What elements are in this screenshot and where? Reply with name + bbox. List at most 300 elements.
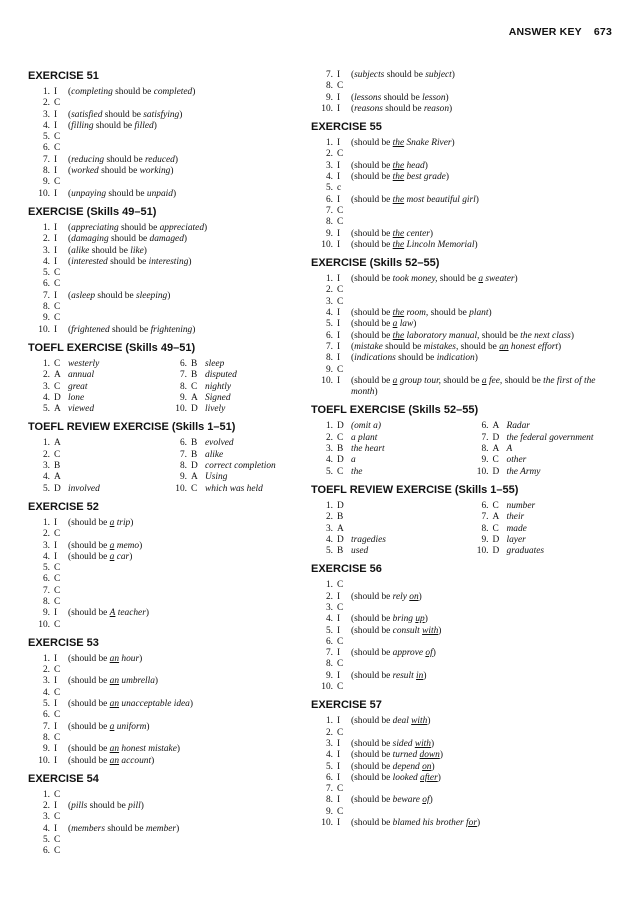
answer-explanation	[351, 784, 616, 795]
answer-letter: I	[54, 234, 58, 245]
answer-explanation: (subjects should be subject)	[351, 70, 455, 80]
answer-letter: B	[337, 546, 344, 557]
answer-explanation	[351, 659, 616, 670]
answer-explanation: (should be an hour)	[68, 653, 143, 664]
answer-letter: A	[54, 404, 61, 415]
answer-list	[28, 518, 296, 631]
answer-letter: I	[54, 540, 58, 551]
answer-letter: C	[337, 432, 344, 443]
answer-row	[311, 376, 616, 399]
answer-explanation: viewed	[68, 404, 95, 415]
answer-letter: B	[191, 358, 198, 369]
answer-row	[311, 331, 616, 342]
exercise-section	[28, 501, 296, 631]
answer-letter: I	[54, 608, 58, 619]
answer-explanation	[351, 217, 616, 228]
answer-explanation	[351, 524, 461, 535]
answer-explanation: (should be sided with)	[351, 738, 435, 749]
answer-letter: I	[337, 239, 341, 250]
answer-letter: I	[54, 109, 58, 120]
item-number: 6.	[481, 421, 489, 432]
answer-row	[311, 285, 616, 296]
item-number: 8.	[42, 302, 50, 313]
answer-letter: B	[191, 449, 198, 460]
answer-explanation	[68, 313, 296, 324]
answer-row	[28, 518, 296, 529]
answer-explanation: (should be rely on)	[351, 591, 422, 602]
answer-row	[311, 195, 616, 206]
answer-row	[311, 739, 616, 750]
item-number: 6.	[325, 772, 333, 783]
answer-letter: C	[54, 835, 61, 846]
answer-row	[311, 682, 616, 693]
answer-explanation	[68, 665, 296, 676]
item-number: 5.	[42, 132, 50, 143]
item-number: 1.	[42, 438, 50, 449]
answer-letter: I	[337, 818, 341, 829]
item-number: 5.	[325, 625, 333, 636]
item-number: 1.	[42, 789, 50, 800]
answer-row	[311, 93, 616, 104]
answer-row	[165, 359, 296, 370]
answer-row	[28, 143, 296, 154]
item-number: 9.	[325, 806, 333, 817]
answer-explanation: (should be an honest mistake)	[68, 744, 180, 755]
item-number: 10.	[321, 682, 333, 693]
item-number: 7.	[325, 341, 333, 352]
answer-row	[311, 728, 616, 739]
section-heading: EXERCISE 57	[311, 699, 382, 712]
answer-row	[165, 404, 296, 415]
answer-letter: C	[54, 563, 61, 574]
item-number: 2.	[325, 727, 333, 738]
answer-letter: D	[492, 534, 500, 545]
item-number: 5.	[325, 466, 333, 477]
answer-explanation	[351, 149, 616, 160]
answer-letter: D	[492, 466, 500, 477]
answer-letter: C	[337, 466, 344, 477]
item-number: 5.	[42, 404, 50, 415]
answer-explanation: (should be a memo)	[68, 540, 143, 551]
exercise-section	[28, 206, 296, 336]
answer-row	[28, 552, 296, 563]
answer-letter: C	[54, 585, 61, 596]
answer-row	[311, 807, 616, 818]
answer-explanation	[68, 790, 296, 801]
answer-letter: C	[337, 806, 344, 817]
answer-explanation: (mistake should be mistakes, should be an honest effort)	[351, 341, 562, 352]
answer-explanation	[68, 620, 296, 631]
answer-explanation: (should be a trip)	[68, 517, 134, 528]
answer-explanation: made	[506, 523, 527, 534]
answer-row	[28, 268, 296, 279]
item-number: 3.	[42, 540, 50, 551]
item-number: 6.	[325, 636, 333, 647]
answer-list	[28, 654, 296, 767]
answer-row	[311, 524, 461, 535]
item-number: 5.	[42, 483, 50, 494]
answer-row	[28, 359, 159, 370]
answer-explanation	[68, 98, 296, 109]
answer-explanation	[68, 438, 159, 449]
item-number: 7.	[179, 449, 187, 460]
answer-letter: C	[54, 596, 61, 607]
item-number: 10.	[38, 619, 50, 630]
item-number: 8.	[325, 217, 333, 228]
item-number: 9.	[481, 455, 489, 466]
answer-letter: I	[337, 750, 341, 761]
item-number: 1.	[325, 580, 333, 591]
answer-letter: I	[54, 551, 58, 562]
item-number: 3.	[42, 676, 50, 687]
answer-list	[28, 223, 296, 336]
answer-row	[311, 104, 616, 115]
item-number: 2.	[42, 665, 50, 676]
answer-explanation	[68, 586, 296, 597]
item-number: 2.	[42, 370, 50, 381]
answer-row	[311, 455, 461, 466]
answer-explanation: disputed	[205, 370, 237, 381]
answer-row	[311, 716, 616, 727]
answer-row	[28, 699, 296, 710]
answer-letter: C	[337, 727, 344, 738]
answer-row	[311, 762, 616, 773]
answer-letter: C	[337, 636, 344, 647]
answer-row	[28, 98, 296, 109]
answer-row	[311, 274, 616, 285]
answer-explanation: (alike should be like)	[68, 245, 147, 256]
answer-explanation: (should be bring up)	[351, 614, 428, 625]
answer-explanation: (members should be member)	[68, 823, 180, 834]
answer-explanation: (should be beware of)	[351, 795, 433, 806]
exercise-section	[311, 70, 616, 115]
answer-explanation	[68, 450, 159, 461]
answer-row	[28, 665, 296, 676]
answer-row	[28, 620, 296, 631]
answer-letter: I	[54, 517, 58, 528]
answer-row	[311, 172, 616, 183]
answer-letter: I	[337, 103, 341, 114]
answer-explanation: (should be blamed his brother for)	[351, 818, 481, 829]
answer-row	[28, 461, 159, 472]
section-heading: EXERCISE 51	[28, 70, 99, 82]
answer-explanation: (should be a uniform)	[68, 721, 150, 732]
answer-row	[311, 138, 616, 149]
answer-explanation: (should be approve of)	[351, 648, 436, 659]
item-number: 5.	[325, 183, 333, 194]
item-number: 5.	[42, 268, 50, 279]
answer-explanation	[68, 132, 296, 143]
section-heading: EXERCISE (Skills 52–55)	[311, 257, 440, 270]
answer-letter: C	[337, 205, 344, 216]
answer-explanation: (interested should be interesting)	[68, 256, 192, 267]
answer-row	[311, 70, 616, 81]
answer-row	[165, 461, 296, 472]
answer-row	[28, 110, 296, 121]
answer-row	[28, 87, 296, 98]
item-number: 3.	[325, 738, 333, 749]
answer-letter: I	[337, 92, 341, 103]
answer-explanation: (should be an umbrella)	[68, 676, 159, 687]
section-heading: EXERCISE 55	[311, 121, 382, 134]
answer-row	[311, 183, 616, 194]
item-number: 4.	[42, 392, 50, 403]
answer-letter: B	[337, 512, 344, 523]
answer-letter: D	[191, 461, 198, 472]
answer-letter: C	[337, 682, 344, 693]
answer-letter: C	[54, 143, 61, 154]
answer-explanation: (should be deal with)	[351, 716, 431, 727]
answer-explanation: (should be an unacceptable idea)	[68, 699, 193, 710]
item-number: 10.	[38, 324, 50, 335]
item-number: 5.	[42, 563, 50, 574]
answer-explanation	[68, 733, 296, 744]
answer-letter: C	[54, 687, 61, 698]
answer-letter: C	[54, 529, 61, 540]
answer-row	[467, 501, 617, 512]
answer-letter: C	[54, 132, 61, 143]
answer-letter: C	[191, 483, 198, 494]
answer-row	[311, 750, 616, 761]
item-number: 2.	[325, 591, 333, 602]
answer-row	[311, 512, 461, 523]
answer-explanation: (should be a group tour, should be a fee, should be the first of the month)	[351, 375, 596, 398]
answer-letter: I	[54, 87, 58, 97]
answer-letter: A	[54, 438, 61, 449]
answer-row	[28, 223, 296, 234]
answer-explanation	[68, 279, 296, 290]
answer-row	[28, 824, 296, 835]
answer-explanation: used	[351, 546, 369, 557]
answer-letter: C	[54, 665, 61, 676]
answer-row	[311, 580, 616, 591]
answer-row	[311, 546, 461, 557]
section-heading: TOEFL EXERCISE (Skills 52–55)	[311, 404, 479, 417]
item-number: 8.	[481, 444, 489, 455]
item-number: 2.	[42, 234, 50, 245]
answer-row	[28, 733, 296, 744]
answer-explanation: great	[68, 381, 88, 392]
answer-row	[311, 365, 616, 376]
answer-row	[28, 325, 296, 336]
answer-explanation: (asleep should be sleeping)	[68, 290, 171, 301]
answer-explanation: westerly	[68, 358, 100, 369]
answer-letter: C	[492, 523, 499, 534]
item-number: 10.	[175, 483, 187, 494]
answer-explanation: (should be the center)	[351, 228, 434, 239]
answer-explanation: (frightened should be frightening)	[68, 324, 196, 335]
answer-row	[311, 535, 461, 546]
exercise-section	[28, 637, 296, 767]
answer-row	[311, 81, 616, 92]
answer-row	[311, 659, 616, 670]
answer-explanation: the heart	[351, 444, 385, 455]
answer-explanation: (should be looked after)	[351, 772, 441, 783]
answer-row	[467, 455, 617, 466]
answer-explanation	[68, 835, 296, 846]
answer-letter: C	[492, 500, 499, 511]
item-number: 4.	[325, 455, 333, 466]
answer-letter: I	[337, 228, 341, 239]
answer-letter: I	[337, 308, 341, 319]
answer-letter: I	[337, 738, 341, 749]
section-heading: EXERCISE 53	[28, 636, 99, 649]
item-number: 8.	[42, 596, 50, 607]
answer-grid	[28, 438, 296, 494]
answer-letter: I	[337, 625, 341, 636]
exercise-section	[311, 699, 616, 829]
answer-letter: I	[337, 138, 341, 149]
answer-letter: A	[337, 523, 344, 534]
answer-letter: C	[337, 602, 344, 613]
exercise-section	[311, 563, 616, 693]
answer-explanation: (damaging should be damaged)	[68, 234, 188, 245]
item-number: 8.	[325, 659, 333, 670]
answer-letter: C	[337, 285, 344, 296]
item-number: 2.	[42, 98, 50, 109]
answer-explanation: their	[506, 512, 525, 523]
answer-row	[28, 801, 296, 812]
item-number: 3.	[325, 160, 333, 171]
answer-row	[28, 257, 296, 268]
answer-row	[165, 370, 296, 381]
answer-explanation	[351, 183, 616, 194]
item-number: 6.	[179, 438, 187, 449]
answer-explanation	[68, 846, 296, 857]
item-number: 4.	[325, 750, 333, 761]
item-number: 4.	[42, 687, 50, 698]
answer-row	[311, 161, 616, 172]
answer-letter: C	[337, 81, 344, 92]
answer-explanation: (lessons should be lesson)	[351, 92, 449, 103]
item-number: 7.	[325, 70, 333, 80]
answer-row	[28, 835, 296, 846]
answer-letter: A	[54, 370, 61, 381]
answer-row	[467, 524, 617, 535]
section-heading: EXERCISE (Skills 49–51)	[28, 205, 157, 218]
exercise-section	[28, 773, 296, 858]
answer-explanation: the Army	[506, 466, 541, 477]
exercise-section	[311, 404, 616, 477]
answer-row	[311, 592, 616, 603]
answer-list	[28, 790, 296, 858]
answer-letter: D	[337, 500, 344, 511]
answer-letter: I	[337, 70, 341, 80]
item-number: 3.	[325, 444, 333, 455]
answer-letter: C	[54, 358, 61, 369]
answer-letter: I	[54, 166, 58, 177]
answer-row	[28, 438, 159, 449]
answer-explanation: (worked should be working)	[68, 166, 174, 177]
answer-row	[28, 710, 296, 721]
answer-row	[165, 484, 296, 495]
answer-letter: C	[54, 574, 61, 585]
answer-explanation: (should be depend on)	[351, 761, 435, 772]
answer-row	[165, 393, 296, 404]
answer-letter: C	[54, 177, 61, 188]
answer-explanation: (should be the Snake River)	[351, 138, 455, 149]
answer-letter: I	[54, 676, 58, 687]
answer-explanation	[68, 597, 296, 608]
item-number: 7.	[42, 721, 50, 732]
answer-explanation: (reducing should be reduced)	[68, 154, 178, 165]
answer-explanation	[351, 603, 616, 614]
item-number: 9.	[179, 472, 187, 483]
item-number: 4.	[42, 823, 50, 834]
answer-letter: A	[191, 472, 198, 483]
answer-explanation: (completing should be completed)	[68, 87, 196, 97]
answer-explanation	[351, 682, 616, 693]
item-number: 2.	[325, 432, 333, 443]
answer-letter: I	[337, 353, 341, 364]
answer-letter: I	[337, 772, 341, 783]
answer-letter: D	[492, 432, 500, 443]
answer-explanation: (should be A teacher)	[68, 608, 149, 619]
answer-list	[311, 70, 616, 115]
answer-explanation: lone	[68, 392, 85, 403]
answer-explanation: sleep	[205, 358, 225, 369]
answer-explanation: the federal government	[506, 432, 594, 443]
answer-letter: A	[191, 392, 198, 403]
item-number: 6.	[179, 358, 187, 369]
answer-letter: I	[54, 755, 58, 766]
answer-explanation	[351, 728, 616, 739]
item-number: 3.	[325, 602, 333, 613]
answer-explanation: correct completion	[205, 461, 276, 472]
item-number: 9.	[42, 744, 50, 755]
item-number: 1.	[42, 653, 50, 664]
item-number: 9.	[481, 534, 489, 545]
item-number: 10.	[476, 546, 489, 557]
answer-row	[311, 648, 616, 659]
answer-letter: I	[54, 324, 58, 335]
answer-row	[311, 433, 461, 444]
answer-row	[28, 608, 296, 619]
answer-grid	[28, 359, 296, 415]
answer-row	[311, 421, 461, 432]
answer-list	[28, 87, 296, 200]
answer-letter: C	[492, 455, 499, 466]
answer-explanation: (should be a law)	[351, 319, 417, 330]
answer-letter: D	[191, 404, 198, 415]
exercise-section	[311, 257, 616, 398]
answer-row	[28, 597, 296, 608]
answer-row	[28, 541, 296, 552]
answer-row	[28, 382, 159, 393]
item-number: 6.	[325, 194, 333, 205]
answer-letter: I	[337, 194, 341, 205]
item-number: 3.	[42, 245, 50, 256]
answer-row	[28, 574, 296, 585]
item-number: 1.	[42, 517, 50, 528]
answer-explanation: layer	[506, 534, 526, 545]
answer-explanation: (reasons should be reason)	[351, 103, 453, 114]
answer-explanation	[351, 297, 616, 308]
item-number: 5.	[325, 546, 333, 557]
answer-explanation	[68, 143, 296, 154]
answer-explanation: a	[351, 455, 356, 466]
answer-letter: C	[54, 98, 61, 109]
item-number: 6.	[42, 574, 50, 585]
exercise-section	[28, 342, 296, 415]
answer-explanation	[351, 512, 461, 523]
answer-letter: I	[337, 670, 341, 681]
answer-letter: I	[337, 319, 341, 330]
answer-row	[28, 529, 296, 540]
answer-row	[467, 467, 617, 478]
answer-letter: I	[54, 256, 58, 267]
item-number: 7.	[325, 205, 333, 216]
